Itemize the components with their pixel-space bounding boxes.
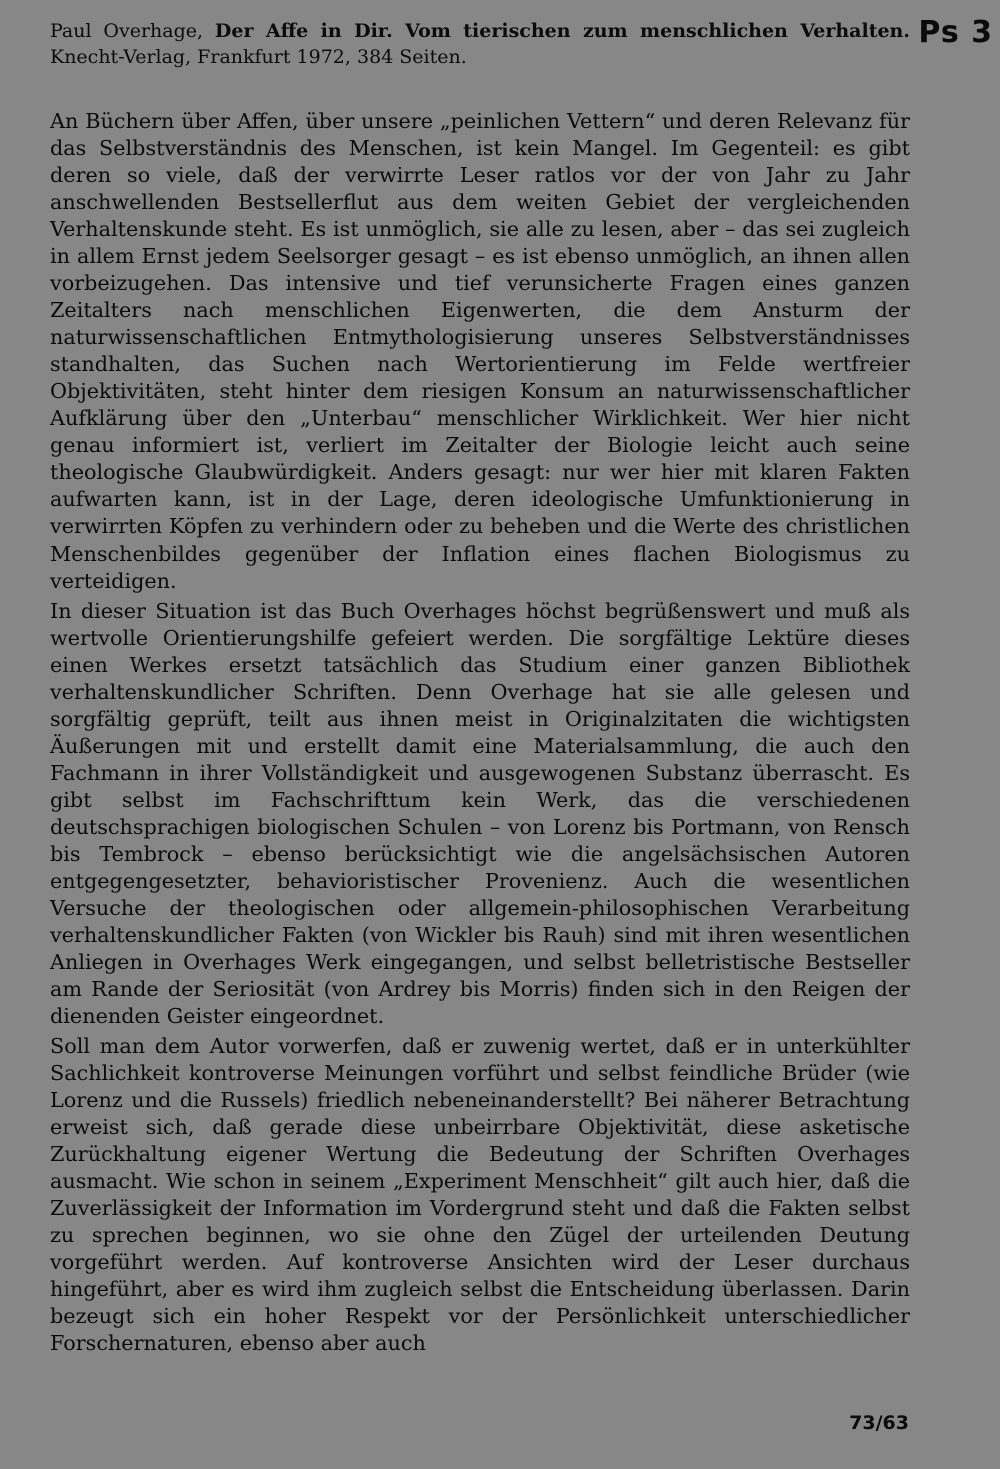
- review-author: Paul Overhage,: [50, 20, 215, 42]
- publication-details: Knecht-Verlag, Frankfurt 1972, 384 Seiten.: [50, 46, 467, 68]
- paragraph: An Büchern über Affen, über unsere „peinlichen Vettern“ und deren Relevanz für das Selbstverständnis des Menschen, ist kein Mangel. Im Gegenteil: es gibt deren so viele, daß der verwirrte Leser ratlos vor der von Jahr zu Jahr anschwellenden Bestsellerflut aus dem weiten Gebiet der vergleichenden Verhaltenskunde steht. Es ist unmöglich, sie alle zu lesen, aber – das sei zugleich in allem Ernst jedem Seelsorger gesagt – es ist ebenso unmöglich, an ihnen allen vorbeizugehen. Das intensive und tief verunsicherte Fragen eines ganzen Zeitalters nach menschlichen Eigenwerten, die dem Ansturm der naturwissenschaftlichen Entmythologisierung unseres Selbstverständnisses standhalten, das Suchen nach Wertorientierung im Felde wertfreier Objektivitäten, steht hinter dem riesigen Konsum an naturwissenschaftlicher Aufklärung über den „Unterbau“ menschlicher Wirklichkeit. Wer hier nicht genau informiert ist, verliert im Zeitalter der Biologie leicht auch seine theologische Glaubwürdigkeit. Anders gesagt: nur wer hier mit klaren Fakten aufwarten kann, ist in der Lage, deren ideologische Umfunktionierung in verwirrten Köpfen zu verhindern oder zu beheben und die Werte des christlichen Menschenbildes gegenüber der Inflation eines flachen Biologismus zu verteidigen.: [50, 109, 910, 593]
- page-number: 73/63: [849, 1412, 909, 1434]
- document-mark: Ps 3: [918, 15, 993, 50]
- book-title: Der Affe in Dir. Vom tierischen zum menschlichen Verhalten.: [214, 20, 910, 42]
- paragraph: Soll man dem Autor vorwerfen, daß er zuwenig wertet, daß er in unterkühlter Sachlichkeit kontroverse Meinungen vorführt und selbst feindliche Brüder (wie Lorenz und die Russels) friedlich nebeneinanderstellt? Bei näherer Betrachtung erweist sich, daß gerade diese unbeirrbare Objektivität, diese asketische Zurückhaltung eigener Wertung die Bedeutung der Schriften Overhages ausmacht. Wie schon in seinem „Experiment Menschheit“ gilt auch hier, daß die Zuverlässigkeit der Information im Vordergrund steht und daß die Fakten selbst zu sprechen beginnen, wo sie ohne den Zügel der urteilenden Deutung vorgeführt werden. Auf kontroverse Ansichten wird der Leser durchaus hingeführt, aber es wird ihm zugleich selbst die Entscheidung überlassen. Darin bezeugt sich ein hoher Respekt vor der Persönlichkeit unterschiedlicher Forschernaturen, ebenso aber auch: [50, 1034, 910, 1356]
- bibliographic-header: [50, 18, 910, 70]
- paragraph: In dieser Situation ist das Buch Overhages höchst begrüßenswert und muß als wertvolle Orientierungshilfe gefeiert werden. Die sorgfältige Lektüre dieses einen Werkes ersetzt tatsächlich das Studium einer ganzen Bibliothek verhaltenskundlicher Schriften. Denn Overhage hat sie alle gelesen und sorgfältig geprüft, teilt aus ihnen meist in Originalzitaten die wichtigsten Äußerungen mit und erstellt damit eine Materialsammlung, die auch den Fachmann in ihrer Vollständigkeit und ausgewogenen Substanz überrascht. Es gibt selbst im Fachschrifttum kein Werk, das die verschiedenen deutschsprachigen biologischen Schulen – von Lorenz bis Portmann, von Rensch bis Tembrock – ebenso berücksichtigt wie die angelsächsischen Autoren entgegengesetzter, behavioristischer Provenienz. Auch die wesentlichen Versuche der theologischen oder allgemein-philosophischen Verarbeitung verhaltenskundlicher Fakten (von Wickler bis Rauh) sind mit ihren wesentlichen Anliegen in Overhages Werk eingegangen, und selbst belletristische Bestseller am Rande der Seriosität (von Ardrey bis Morris) finden sich in den Reigen der dienenden Geister eingeordnet.: [50, 598, 910, 1029]
- review-body: [50, 108, 910, 1357]
